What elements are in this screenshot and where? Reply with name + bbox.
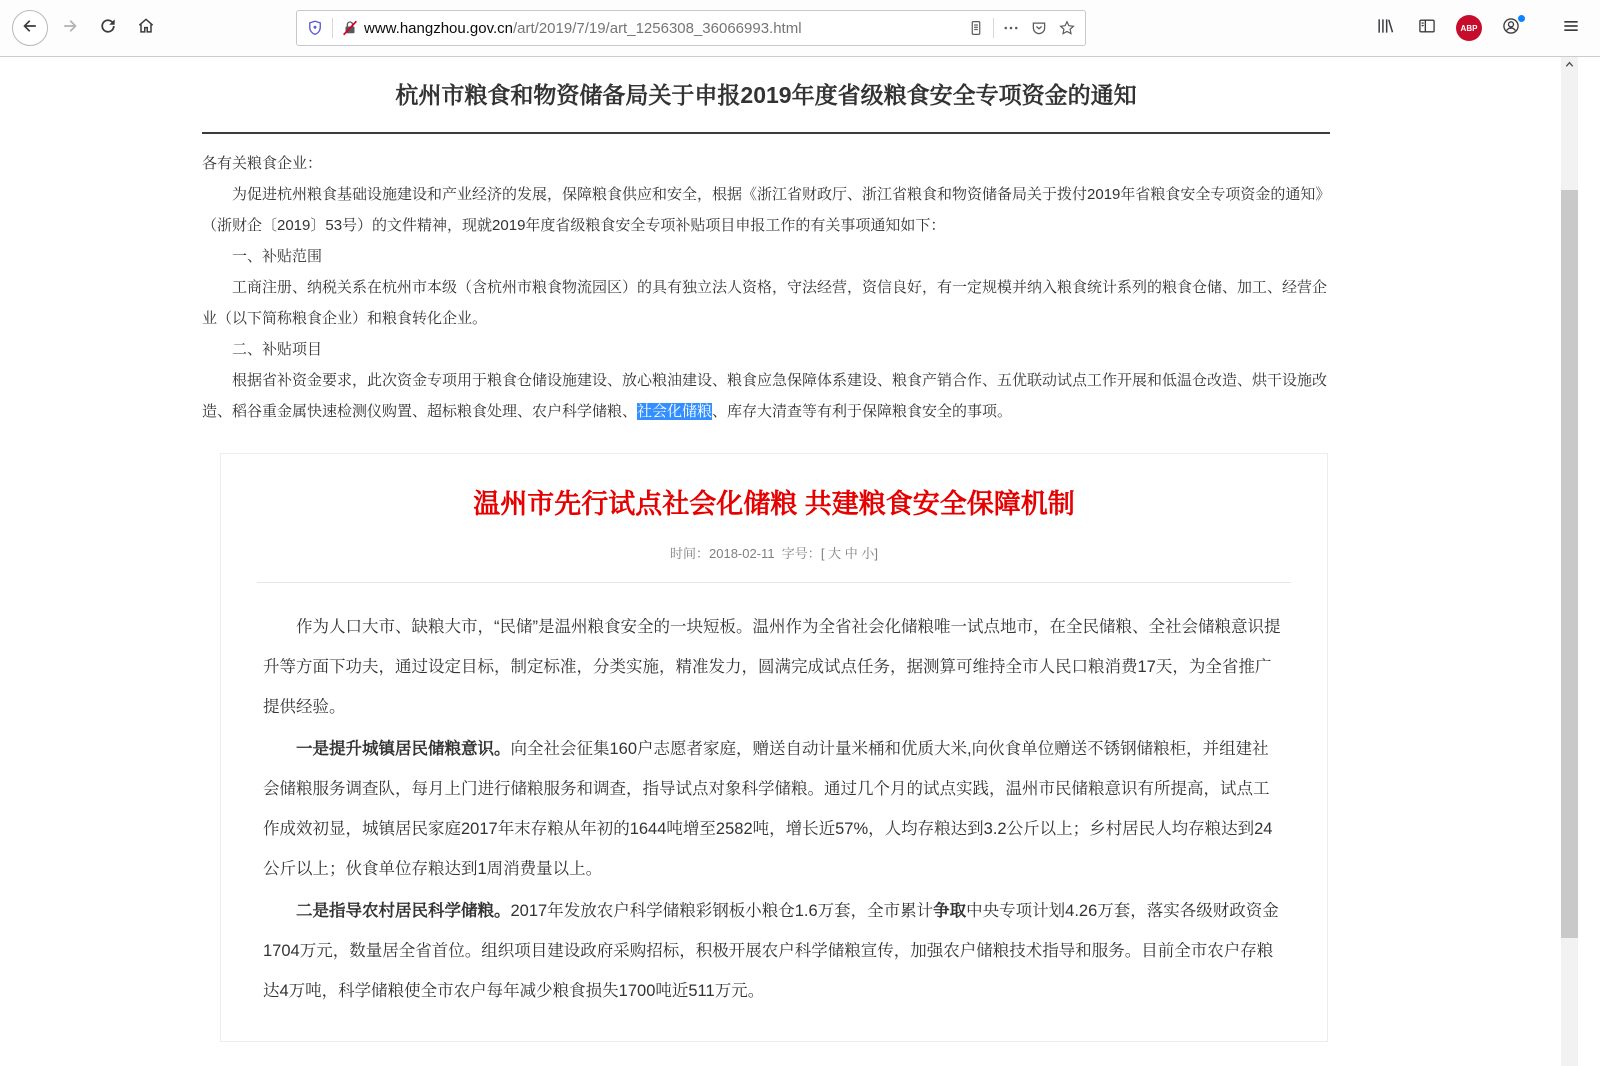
notice-paragraph-3-before: 根据省补资金要求，此次资金专项用于粮食仓储设施建设、放心粮油建设、粮食应急保障体系建设、粮食产销合作、五优联动试点工作开展和低温仓改造、烘干设施改造、稻谷重金属快速检测仪购置、超标粮食处理、农户科学储粮、 xyxy=(202,372,1328,420)
back-button[interactable] xyxy=(12,10,48,46)
sidebar-icon xyxy=(1417,16,1437,41)
bookmark-star-icon[interactable] xyxy=(1057,18,1077,38)
scrollbar-up-button[interactable] xyxy=(1561,57,1578,74)
article-time-label: 时间： xyxy=(670,546,710,561)
notice-paragraph-3 xyxy=(202,365,1330,427)
notice-paragraph-3-after: 、库存大清查等有利于保障粮食安全的事项。 xyxy=(712,403,1013,420)
urlbar-separator-2 xyxy=(993,18,994,38)
font-size-large-link[interactable]: 大 xyxy=(828,546,842,561)
vertical-scrollbar[interactable] xyxy=(1561,57,1578,1066)
urlbar-separator xyxy=(332,18,333,38)
home-icon xyxy=(136,16,156,41)
font-size-small-link[interactable]: 小 xyxy=(861,546,875,561)
url-path: /art/2019/7/19/art_1256308_36066993.html xyxy=(512,19,802,37)
url-domain: www.hangzhou.gov.cn xyxy=(364,19,513,37)
account-button[interactable] xyxy=(1496,13,1526,43)
library-icon xyxy=(1375,16,1395,41)
chevron-up-icon xyxy=(1564,57,1575,75)
bracket-close: ] xyxy=(874,546,878,561)
selected-text: 社会化储粮 xyxy=(637,403,713,420)
adblock-plus-button[interactable] xyxy=(1454,13,1484,43)
menu-button[interactable] xyxy=(1556,13,1586,43)
article-body xyxy=(221,583,1327,1011)
back-icon xyxy=(20,16,40,41)
scrollbar-thumb[interactable] xyxy=(1561,190,1578,938)
forward-button[interactable] xyxy=(54,12,86,44)
reload-button[interactable] xyxy=(92,12,124,44)
article-paragraph-2-lead: 一是提升城镇居民储粮意识。 xyxy=(296,740,511,758)
tracking-protection-shield-icon[interactable] xyxy=(305,18,325,38)
article-title: 温州市先行试点社会化储粮 共建粮食安全保障机制 xyxy=(473,489,1075,519)
article-time-value: 2018-02-11 xyxy=(709,546,775,561)
library-button[interactable] xyxy=(1370,13,1400,43)
abp-badge: ABP xyxy=(1456,15,1482,41)
article-paragraph-3-body2: 中央专项计划4.26万套，落实各级财政资金1704万元，数量居全省首位。组织项目建设政府采购招标，积极开展农户科学储粮宣传，加强农户储粮技术指导和服务。目前全市农户存粮达4万吨，科学储粮使全市农户每年减少粮食损失1700吨近511万元。 xyxy=(263,902,1279,1000)
reader-mode-icon[interactable] xyxy=(966,18,986,38)
article-fontsize-label: 字号： xyxy=(781,546,821,561)
page-actions-icon[interactable] xyxy=(1001,18,1021,38)
sidebar-button[interactable] xyxy=(1412,13,1442,43)
notice-heading-1: 一、补贴范围 xyxy=(232,248,323,265)
font-size-medium-link[interactable]: 中 xyxy=(844,546,858,561)
bracket-open: [ xyxy=(820,546,825,561)
notice-paragraph-2: 工商注册、纳税关系在杭州市本级（含杭州市粮食物流园区）的具有独立法人资格，守法经营，资信良好，有一定规模并纳入粮食统计系列的粮食仓储、加工、经营企业（以下简称粮食企业）和粮食转化企业。 xyxy=(202,279,1328,327)
notice-heading-2: 二、补贴项目 xyxy=(232,341,323,358)
article-paragraph-2 xyxy=(263,729,1285,889)
article-meta xyxy=(221,543,1327,562)
embedded-article-card xyxy=(220,453,1328,1042)
url-bar[interactable] xyxy=(296,10,1086,46)
article-paragraph-3-bold: 争取 xyxy=(933,902,967,920)
article-paragraph-3-lead: 二是指导农村居民科学储粮。 xyxy=(296,902,511,920)
reload-icon xyxy=(98,16,118,41)
notice-title: 杭州市粮食和物资储备局关于申报2019年度省级粮食安全专项资金的通知 xyxy=(395,82,1137,108)
insecure-lock-icon[interactable] xyxy=(340,18,360,38)
notification-dot xyxy=(1518,15,1525,22)
article-paragraph-2-body: 向全社会征集160户志愿者家庭，赠送自动计量米桶和优质大米,向伙食单位赠送不锈钢储粮柜，并组建社会储粮服务调查队，每月上门进行储粮服务和调查，指导试点对象科学储粮。通过几个月的试点实践，温州市民储粮意识有所提高，试点工作成效初显，城镇居民家庭2017年末存粮从年初的1644吨增至2582吨，增长近57%，人均存粮达到3.2公斤以上；乡村居民人均存粮达到24公斤以上；伙食单位存粮达到1周消费量以上。 xyxy=(263,740,1273,878)
browser-toolbar xyxy=(0,0,1600,57)
notice-document xyxy=(202,77,1330,1042)
toolbar-right-icons xyxy=(1358,13,1586,43)
article-paragraph-3-body1: 2017年发放农户科学储粮彩钢板小粮仓1.6万套，全市累计 xyxy=(510,902,934,920)
pocket-icon[interactable] xyxy=(1029,18,1049,38)
hamburger-icon xyxy=(1561,16,1581,41)
forward-icon xyxy=(60,16,80,41)
page-content xyxy=(0,57,1600,1066)
home-button[interactable] xyxy=(130,12,162,44)
notice-salutation: 各有关粮食企业： xyxy=(202,155,323,172)
article-paragraph-3 xyxy=(263,891,1285,1011)
notice-paragraph-1: 为促进杭州粮食基础设施建设和产业经济的发展，保障粮食供应和安全，根据《浙江省财政厅、浙江省粮食和物资储备局关于拨付2019年省粮食安全专项资金的通知》（浙财企〔2019〕53号）的文件精神，现就2019年度省级粮食安全专项补贴项目申报工作的有关事项通知如下： xyxy=(202,186,1323,234)
title-divider xyxy=(202,132,1330,134)
article-paragraph-1: 作为人口大市、缺粮大市，“民储”是温州粮食安全的一块短板。温州作为全省社会化储粮唯一试点地市，在全民储粮、全社会储粮意识提升等方面下功夫，通过设定目标，制定标准，分类实施，精准发力，圆满完成试点任务，据测算可维持全市人民口粮消费17天，为全省推广提供经验。 xyxy=(263,618,1281,716)
url-text[interactable] xyxy=(364,20,966,37)
